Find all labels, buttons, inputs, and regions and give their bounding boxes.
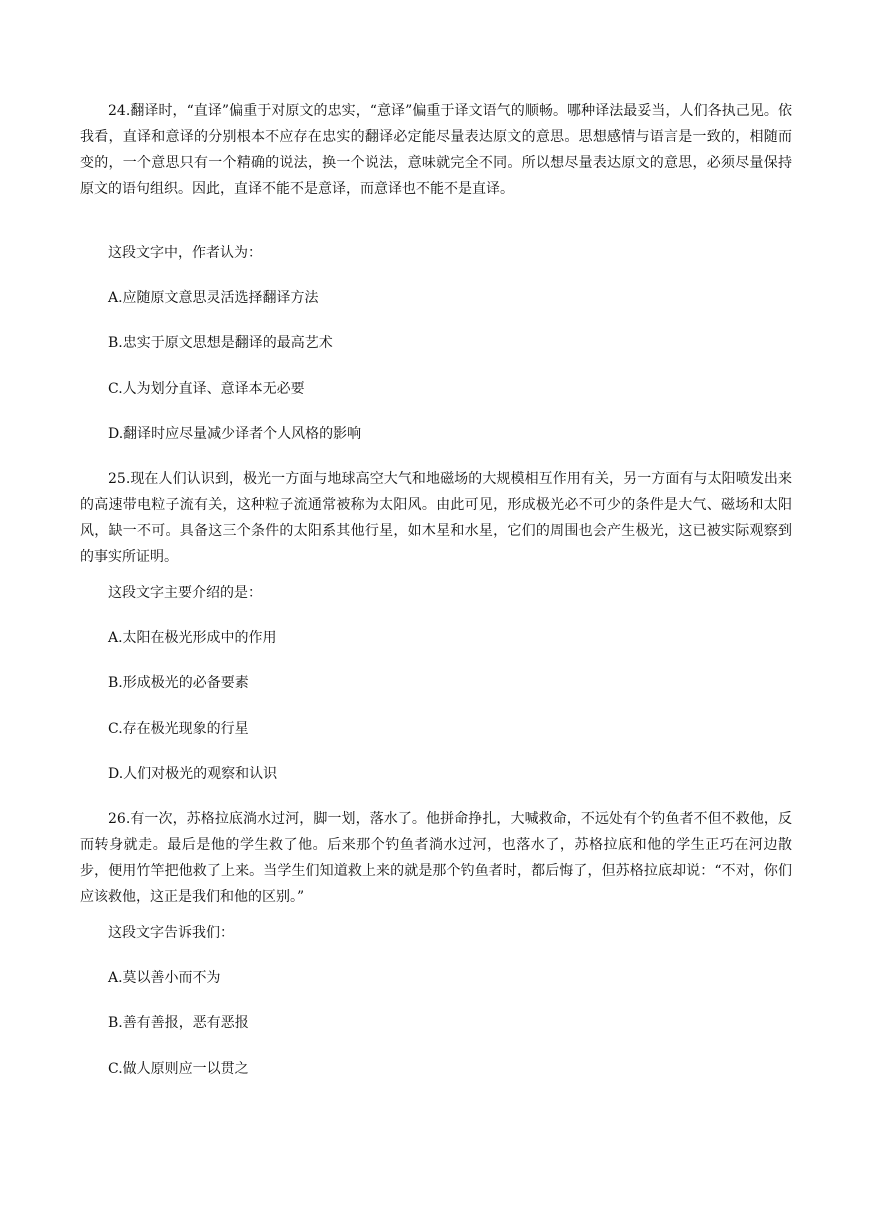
question-25-option-b: B.形成极光的必备要素 [108,675,249,691]
question-24-prompt: 这段文字中，作者认为： [108,245,262,261]
question-24-option-c: C.人为划分直译、意译本无必要 [108,381,305,397]
question-24-option-d: D.翻译时应尽量减少译者个人风格的影响 [108,426,362,442]
question-26-passage: 26.有一次，苏格拉底淌水过河，脚一划，落水了。他拼命挣扎，大喊救命，不远处有个钓鱼者不但不救他，反而转身就走。最后是他的学生救了他。后来那个钓鱼者淌水过河，也落水了，苏格拉底和他的学生正巧在河边散步，便用竹竿把他救了上来。当学生们知道救上来的就是那个钓鱼者时，都后悔了，但苏格拉底却说：“不对，你们应该救他，这正是我们和他的区别。” [80,811,792,905]
question-24-option-a: A.应随原文意思灵活选择翻译方法 [108,290,319,306]
question-26-option-a: A.莫以善小而不为 [108,970,221,986]
question-26-option-b: B.善有善报，恶有恶报 [108,1015,249,1031]
question-26-prompt: 这段文字告诉我们： [108,925,234,941]
question-24-option-b: B.忠实于原文思想是翻译的最高艺术 [108,335,333,351]
question-25-option-c: C.存在极光现象的行星 [108,721,249,737]
question-25-option-a: A.太阳在极光形成中的作用 [108,630,277,646]
question-26-option-c: C.做人原则应一以贯之 [108,1061,249,1077]
question-25-prompt: 这段文字主要介绍的是： [108,585,262,601]
question-25-option-d: D.人们对极光的观察和认识 [108,766,278,782]
question-25-passage: 25.现在人们认识到，极光一方面与地球高空大气和地磁场的大规模相互作用有关，另一方面有与太阳喷发出来的高速带电粒子流有关，这种粒子流通常被称为太阳风。由此可见，形成极光必不可少的条件是大气、磁场和太阳风，缺一不可。具备这三个条件的太阳系其他行星，如木星和水星，它们的周围也会产生极光，这已被实际观察到的事实所证明。 [80,471,792,565]
question-24-passage: 24.翻译时，“直译”偏重于对原文的忠实，“意译”偏重于译文语气的顺畅。哪种译法最妥当，人们各执己见。依我看，直译和意译的分别根本不应存在忠实的翻译必定能尽量表达原文的意思。思想感情与语言是一致的，相随而变的，一个意思只有一个精确的说法，换一个说法，意味就完全不同。所以想尽量表达原文的意思，必须尽量保持原文的语句组织。因此，直译不能不是意译，而意译也不能不是直译。 [80,103,792,197]
